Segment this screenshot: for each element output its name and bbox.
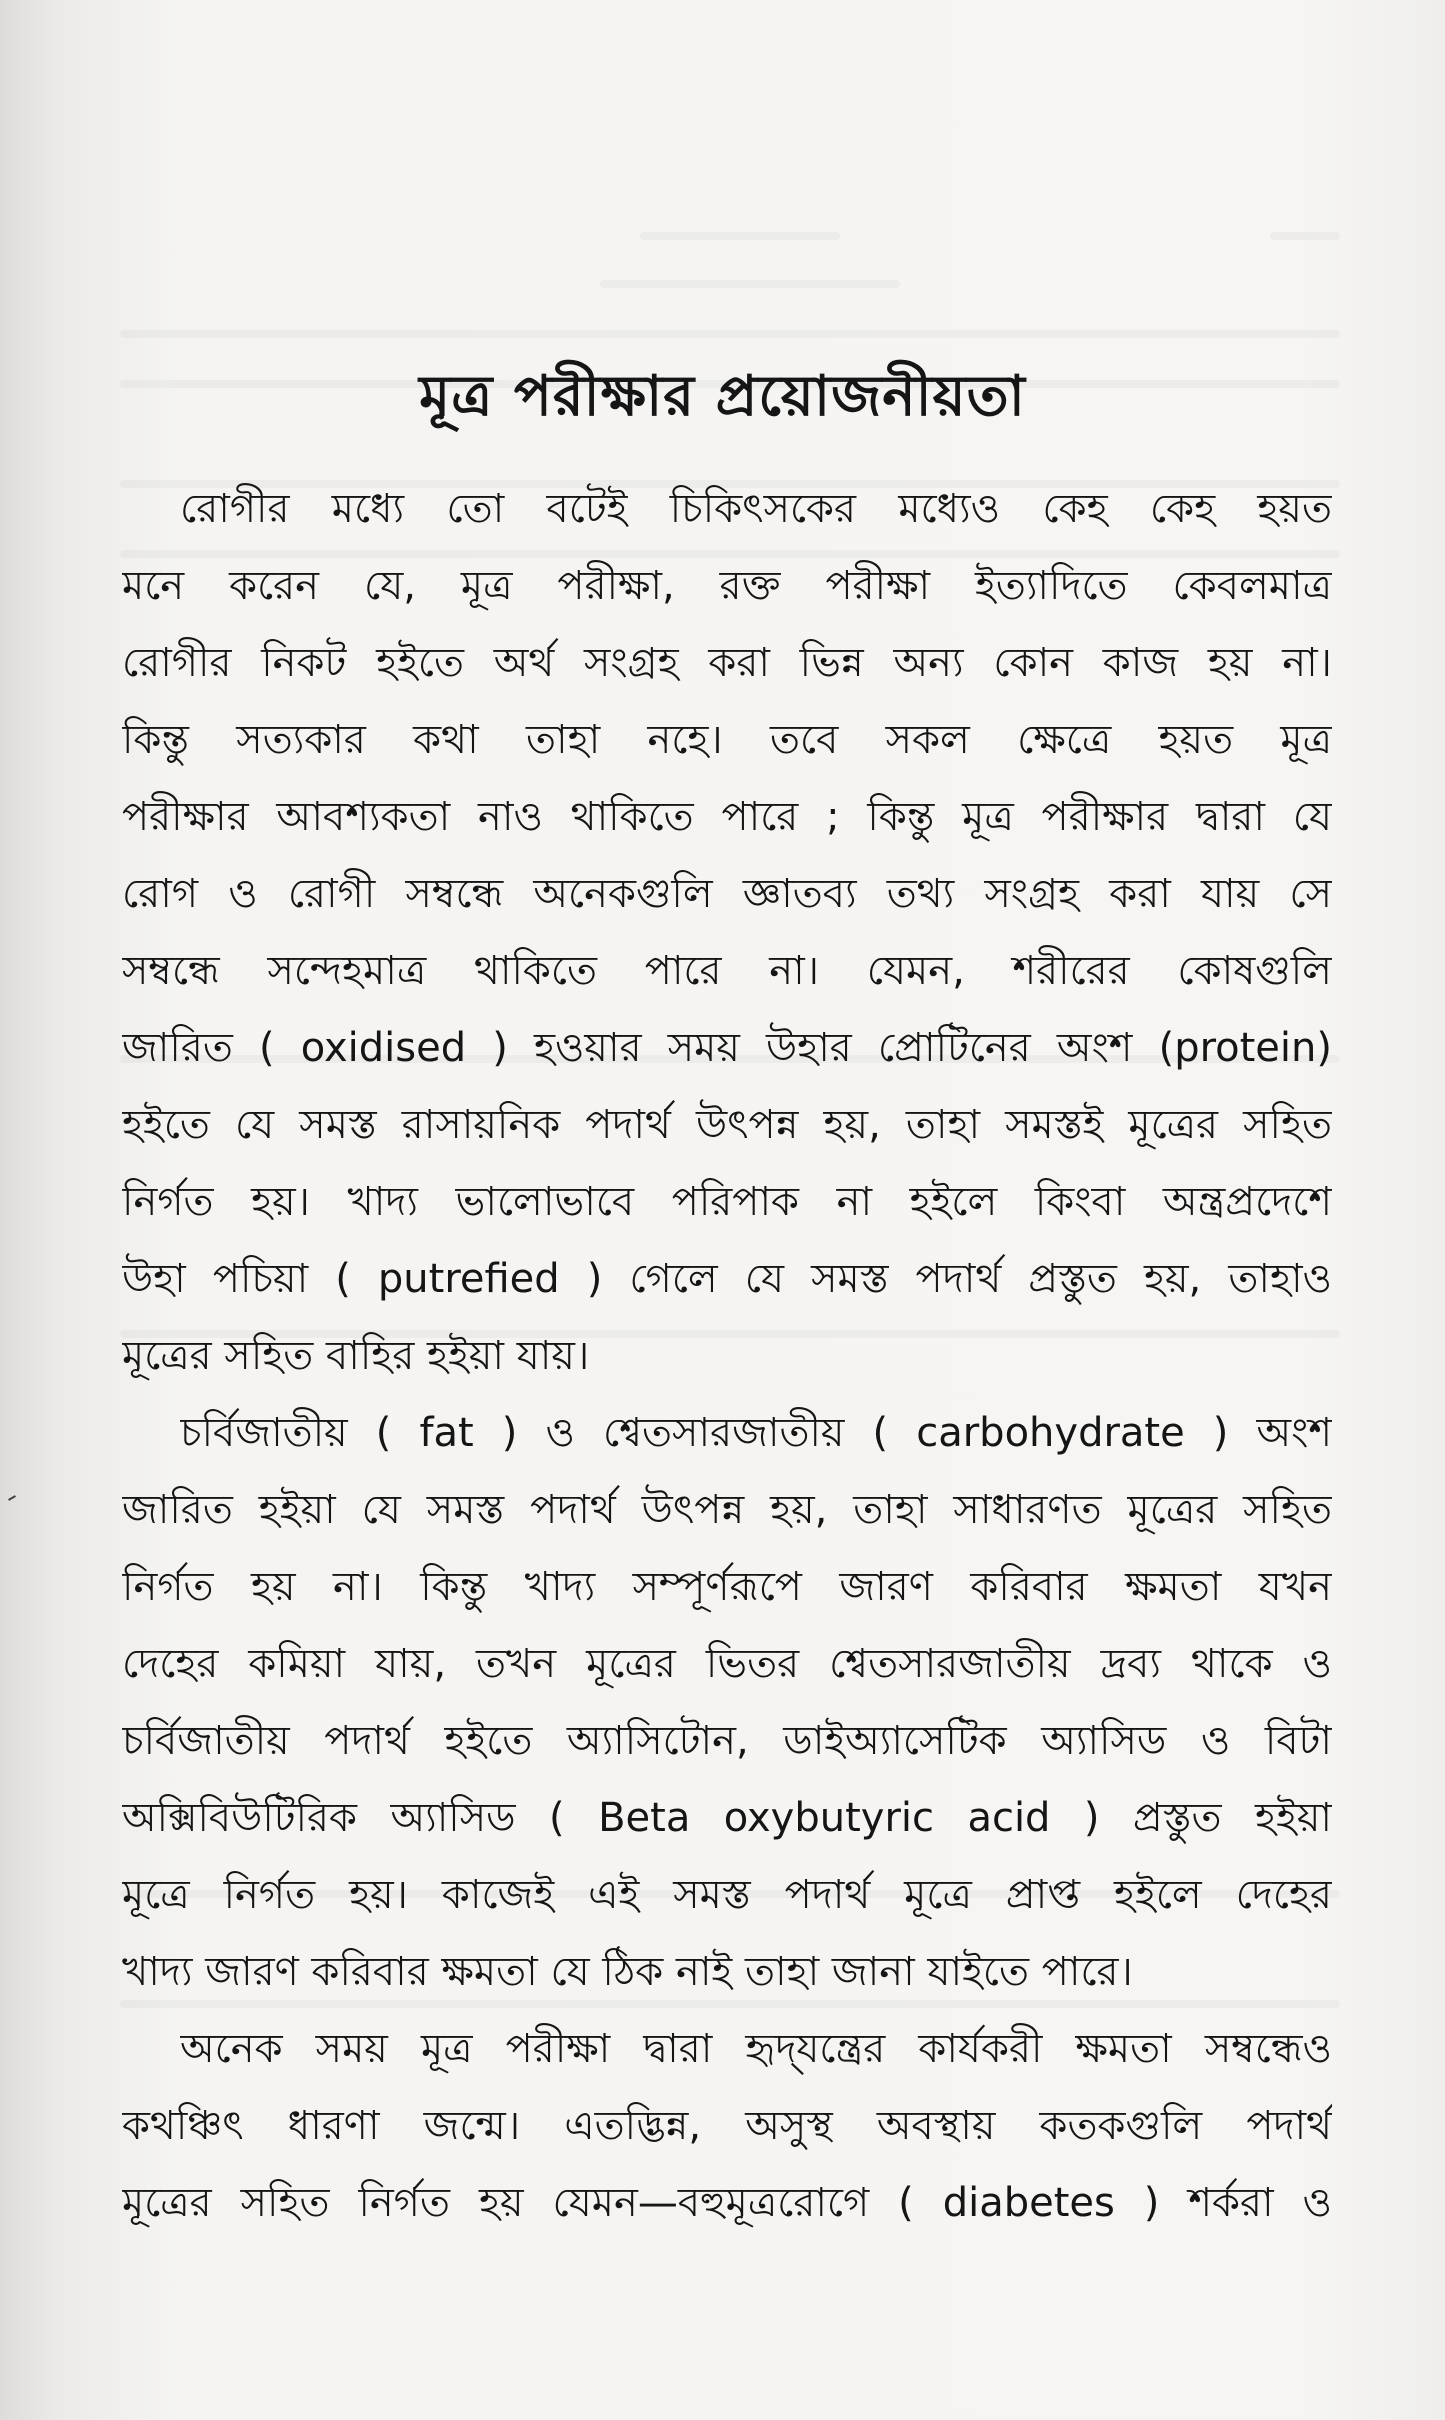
text-line: উহা পচিয়া ( putrefied ) গেলে যে সমস্ত পদার্থ প্রস্তুত হয়, তাহাও bbox=[122, 1256, 1332, 1302]
text-line: নির্গত হয়। খাদ্য ভালোভাবে পরিপাক না হইলে কিংবা অন্ত্রপ্রদেশে bbox=[122, 1179, 1332, 1225]
text-line: রোগীর নিকট হইতে অর্থ সংগ্রহ করা ভিন্ন অন্য কোন কাজ হয় না। bbox=[122, 640, 1332, 686]
text-line: মূত্রে নির্গত হয়। কাজেই এই সমস্ত পদার্থ মূত্রে প্রাপ্ত হইলে দেহের bbox=[122, 1872, 1332, 1918]
text-line: চর্বিজাতীয় ( fat ) ও শ্বেতসারজাতীয় ( carbohydrate ) অংশ bbox=[180, 1410, 1332, 1456]
margin-mark bbox=[8, 1495, 16, 1501]
text-line: নির্গত হয় না। কিন্তু খাদ্য সম্পূর্ণরূপে জারণ করিবার ক্ষমতা যখন bbox=[122, 1564, 1332, 1610]
page-title: মূত্র পরীক্ষার প্রয়োজনীয়তা bbox=[419, 364, 1026, 429]
text-line: মূত্রের সহিত নির্গত হয় যেমন—বহুমূত্ররোগে ( diabetes ) শর্করা ও bbox=[122, 2180, 1332, 2226]
text-line: জারিত হইয়া যে সমস্ত পদার্থ উৎপন্ন হয়, তাহা সাধারণত মূত্রের সহিত bbox=[122, 1487, 1332, 1533]
text-line: পরীক্ষার আবশ্যকতা নাও থাকিতে পারে ; কিন্তু মূত্র পরীক্ষার দ্বারা যে bbox=[122, 794, 1332, 840]
text-line: মনে করেন যে, মূত্র পরীক্ষা, রক্ত পরীক্ষা ইত্যাদিতে কেবলমাত্র bbox=[122, 563, 1332, 609]
text-line: সম্বন্ধে সন্দেহমাত্র থাকিতে পারে না। যেমন, শরীরের কোষগুলি bbox=[122, 948, 1332, 994]
text-line: রোগীর মধ্যে তো বটেই চিকিৎসকের মধ্যেও কেহ কেহ হয়ত bbox=[180, 486, 1332, 532]
text-line: রোগ ও রোগী সম্বন্ধে অনেকগুলি জ্ঞাতব্য তথ্য সংগ্রহ করা যায় সে bbox=[122, 871, 1332, 917]
text-line: অক্সিবিউটিরিক অ্যাসিড ( Beta oxybutyric acid ) প্রস্তুত হইয়া bbox=[122, 1795, 1332, 1841]
text-line: দেহের কমিয়া যায়, তখন মূত্রের ভিতর শ্বেতসারজাতীয় দ্রব্য থাকে ও bbox=[122, 1641, 1332, 1687]
text-line: চর্বিজাতীয় পদার্থ হইতে অ্যাসিটোন, ডাইঅ্যাসেটিক অ্যাসিড ও বিটা bbox=[122, 1718, 1332, 1764]
text-line: কথঞ্চিৎ ধারণা জন্মে। এতদ্ভিন্ন, অসুস্থ অবস্থায় কতকগুলি পদার্থ bbox=[122, 2103, 1332, 2149]
text-line: জারিত ( oxidised ) হওয়ার সময় উহার প্রোটিনের অংশ (protein) bbox=[122, 1025, 1332, 1071]
text-line: মূত্রের সহিত বাহির হইয়া যায়। bbox=[122, 1333, 590, 1379]
text-line: খাদ্য জারণ করিবার ক্ষমতা যে ঠিক নাই তাহা জানা যাইতে পারে। bbox=[122, 1949, 1133, 1995]
text-line: অনেক সময় মূত্র পরীক্ষা দ্বারা হৃদ্‌যন্ত্রের কার্যকরী ক্ষমতা সম্বন্ধেও bbox=[180, 2026, 1332, 2072]
text-line: কিন্তু সত্যকার কথা তাহা নহে। তবে সকল ক্ষেত্রে হয়ত মূত্র bbox=[122, 717, 1332, 763]
text-line: হইতে যে সমস্ত রাসায়নিক পদার্থ উৎপন্ন হয়, তাহা সমস্তই মূত্রের সহিত bbox=[122, 1102, 1332, 1148]
